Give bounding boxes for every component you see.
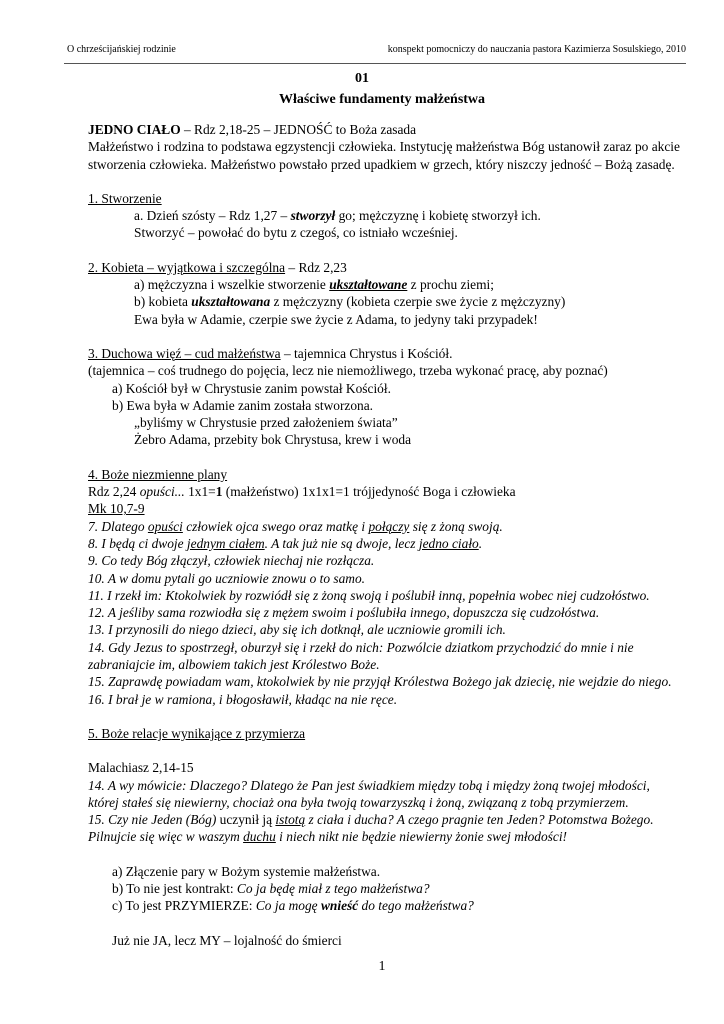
verse-10: 10. A w domu pytali go uczniowie znowu o to samo. — [88, 570, 365, 586]
intro-heading — [88, 121, 698, 138]
section-3-line-r: Żebro Adama, przebity bok Chrystusa, krew i woda — [134, 432, 412, 448]
verse-11: 11. I rzekł im: Ktokolwiek by rozwiódł się z żoną swoją i poślubił inną, popełnia wobec niej cudzołóstwo. — [88, 587, 650, 603]
section-2-heading — [88, 259, 698, 276]
text: się z żoną swoją. — [409, 518, 503, 534]
verse-8 — [88, 535, 698, 552]
text: . — [478, 535, 483, 551]
section-3-line-b: b) Ewa była w Adamie zanim została stworzona. — [112, 397, 374, 413]
text: . A tak już nie są dwoje, lecz — [264, 535, 419, 551]
text: (małżeństwo) 1x1x1=1 trójjedyność Boga i człowieka — [222, 484, 516, 500]
text: z prochu ziemi; — [407, 277, 494, 293]
point-c — [88, 897, 698, 914]
text: 8. I będą ci dwoje — [88, 535, 187, 551]
verse-7 — [88, 518, 698, 535]
section-2-line-b — [88, 293, 698, 310]
verse-14-line-1: 14. Gdy Jezus to spostrzegł, oburzył się i rzekł do nich: Pozwólcie dziatkom przychodzić do mnie i nie — [88, 639, 634, 655]
section-4-rdz — [88, 483, 698, 500]
intro-paragraph: Małżeństwo i rodzina to podstawa egzystencji człowieka. Instytucję małżeństwa Bóg ustanowił zaraz po akcie stworzenia człowieka. Małżeństwo powstało przed upadkiem w grzech, który niszczy jedność – Bożą zasadę. — [88, 139, 680, 172]
bold-one: 1 — [215, 484, 223, 500]
heading-text: 3. Duchowa więź – cud małżeństwa — [88, 345, 281, 361]
emphasis: Co ja mogę — [255, 898, 321, 914]
section-5-heading: 5. Boże relacje wynikające z przymierza — [88, 725, 306, 741]
mal-verse-14-line-1: 14. A wy mówicie: Dlaczego? Dlatego że Pan jest świadkiem między tobą i między żoną twojej młodości, — [88, 777, 650, 793]
heading-text: 2. Kobieta – wyjątkowa i szczególna — [88, 259, 286, 275]
underlined: połączy — [368, 518, 410, 534]
verse-16: 16. I brał je w ramiona, i błogosławił, kładąc na nie ręce. — [88, 691, 398, 707]
underlined: duchu — [243, 829, 276, 845]
point-b — [88, 880, 698, 897]
underlined: jedno ciało — [418, 535, 479, 551]
text: 7. Dlatego — [88, 518, 148, 534]
emphasis: stworzył — [290, 208, 336, 224]
section-5-malachiasz: Malachiasz 2,14-15 — [88, 760, 194, 776]
verse-14-line-2: zabraniajcie im, albowiem takich jest Królestwo Boże. — [88, 657, 380, 673]
section-1-line-1 — [88, 207, 698, 224]
section-2-line-a — [88, 276, 698, 293]
header-left: O chrześcijańskiej rodzinie — [67, 44, 176, 55]
underlined: istotą — [275, 812, 306, 828]
section-4-mk: Mk 10,7-9 — [88, 501, 145, 517]
text: Rdz 2,24 — [88, 484, 140, 500]
header-right: konspekt pomocniczy do nauczania pastora Kazimierza Sosulskiego, 2010 — [387, 44, 686, 55]
intro-heading-rest: – Rdz 2,18-25 – JEDNOŚĆ to Boża zasada — [180, 122, 417, 137]
verse-12: 12. A jeśliby sama rozwiodła się z mężem swoim i poślubiła innego, dopuszcza się cudzołóstwa. — [88, 605, 600, 621]
section-3-quote: „byliśmy w Chrystusie przed założeniem świata” — [134, 415, 398, 431]
verse-13: 13. I przynosili do niego dzieci, aby się ich dotknął, ale uczniowie gromili ich. — [88, 622, 506, 638]
lesson-number: 01 — [355, 71, 369, 86]
verse-15: 15. Zaprawdę powiadam wam, ktokolwiek by nie przyjął Królestwa Bożego jak dziecię, nie wejdzie do niego. — [88, 674, 672, 690]
section-3-line-a: a) Kościół był w Chrystusie zanim powstał Kościół. — [112, 380, 391, 396]
text: z ciała i ducha? A czego pragnie ten Jeden? Potomstwa Bożego. — [305, 812, 654, 828]
section-1-heading: 1. Stworzenie — [88, 190, 162, 206]
text: go; mężczyznę i kobietę stworzył ich. — [335, 208, 541, 224]
mal-verse-14-line-2: której stałeś się niewierny, chociaż ona była twoją towarzyszką i żoną, związaną z tobą przymierzem. — [88, 794, 629, 810]
text: b) To nie jest kontrakt: — [112, 880, 237, 896]
text: b) kobieta — [134, 294, 192, 310]
emphasis-bold: wnieść — [320, 898, 359, 914]
final-line: Już nie JA, lecz MY – lojalność do śmierci — [112, 932, 342, 948]
section-3-note: (tajemnica – coś trudnego do pojęcia, lecz nie niemożliwego, trzeba wykonać pracę, aby poznać) — [88, 363, 608, 379]
section-4-heading: 4. Boże niezmienne plany — [88, 466, 228, 482]
text: c) To jest PRZYMIERZE: — [112, 898, 256, 914]
mal-verse-15-line-1 — [88, 811, 698, 828]
point-a: a) Złączenie pary w Bożym systemie małżeństwa. — [112, 863, 381, 879]
text: Pilnujcie się więc w waszym — [88, 829, 244, 845]
text: z mężczyzny (kobieta czerpie swe życie z mężczyzny) — [270, 294, 566, 310]
text: i niech nikt nie będzie niewierny żonie swej młodości! — [275, 829, 568, 845]
section-1-line-2: Stworzyć – powołać do bytu z czegoś, co istniało wcześniej. — [134, 225, 458, 241]
emphasis: ukształtowana — [191, 294, 271, 310]
emphasis: opuści... — [139, 484, 185, 500]
verse-9: 9. Co tedy Bóg złączył, człowiek niechaj nie rozłącza. — [88, 553, 375, 569]
section-2-line-c: Ewa była w Adamie, czerpie swe życie z Adama, to jedyny taki przypadek! — [134, 311, 538, 327]
page-number: 1 — [378, 959, 386, 974]
section-3-heading — [88, 345, 698, 362]
header-rule — [64, 63, 686, 64]
upright-text: uczynił — [219, 812, 260, 828]
text: a) mężczyzna i wszelkie stworzenie — [134, 277, 330, 293]
text: 15. Czy nie Jeden (Bóg) — [88, 812, 220, 828]
text: a. Dzień szósty – Rdz 1,27 – — [134, 208, 291, 224]
upright-text: ją — [259, 812, 276, 828]
document-body — [88, 121, 698, 949]
heading-ref: – tajemnica Chrystus i Kościół. — [280, 345, 453, 361]
emphasis: do tego małżeństwa? — [358, 898, 474, 914]
mal-verse-15-line-2 — [88, 828, 698, 845]
underlined: opuści — [147, 518, 183, 534]
emphasis: ukształtowane — [329, 277, 408, 293]
heading-ref: – Rdz 2,23 — [285, 259, 347, 275]
jedno-cialo-label: JEDNO CIAŁO — [88, 122, 181, 137]
underlined: jednym ciałem — [186, 535, 265, 551]
lesson-title: Właściwe fundamenty małżeństwa — [278, 92, 486, 107]
text: 1x1= — [184, 484, 216, 500]
text: człowiek ojca swego oraz matkę i — [182, 518, 369, 534]
emphasis: Co ja będę miał z tego małżeństwa? — [236, 880, 430, 896]
